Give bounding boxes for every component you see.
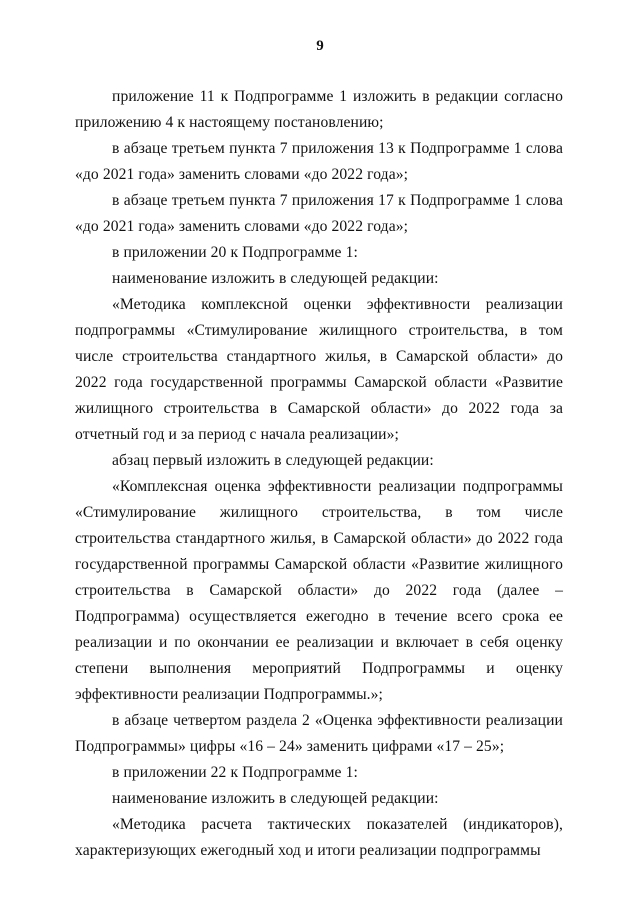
paragraph-name-edit-1: наименование изложить в следующей редакции: bbox=[112, 270, 439, 287]
paragraph-appendix-20-intro: в приложении 20 к Подпрограмме 1: bbox=[112, 244, 358, 261]
page-number: 9 bbox=[316, 38, 324, 54]
paragraph-appendix-13: в абзаце третьем пункта 7 приложения 13 к Подпрограмме 1 слова «до 2021 года» заменить словами «до 2022 года»; bbox=[75, 140, 563, 183]
paragraph-appendix-17: в абзаце третьем пункта 7 приложения 17 к Подпрограмме 1 слова «до 2021 года» заменить словами «до 2022 года»; bbox=[75, 192, 563, 235]
paragraph-appendix-11: приложение 11 к Подпрограмме 1 изложить в редакции согласно приложению 4 к настоящему постановлению; bbox=[75, 88, 563, 131]
paragraph-methodology-title-2: «Методика расчета тактических показателей (индикаторов), характеризующих ежегодный ход и итоги реализации подпрограммы bbox=[75, 816, 563, 859]
paragraph-first-abzac-edit: абзац первый изложить в следующей редакции: bbox=[112, 452, 434, 469]
document-body bbox=[75, 84, 563, 864]
paragraph-complex-assessment: «Комплексная оценка эффективности реализации подпрограммы «Стимулирование жилищного строительства, в том числе строительства стандартного жилья, в Самарской области» до 2022 года государственной программы Самарской области «Развитие жилищного строительства в Самарской области» до 2022 года (далее – Подпрограмма) осуществляется ежегодно в течение всего срока ее реализации и по окончании ее реализации и включает в себя оценку степени выполнения мероприятий Подпрограммы и оценку эффективности реализации Подпрограммы.»; bbox=[75, 478, 563, 703]
paragraph-name-edit-2: наименование изложить в следующей редакции: bbox=[112, 790, 439, 807]
paragraph-section-2-edit: в абзаце четвертом раздела 2 «Оценка эффективности реализации Подпрограммы» цифры «16 – 24» заменить цифрами «17 – 25»; bbox=[75, 712, 563, 755]
paragraph-appendix-22-intro: в приложении 22 к Подпрограмме 1: bbox=[112, 764, 358, 781]
paragraph-methodology-title-1: «Методика комплексной оценки эффективности реализации подпрограммы «Стимулирование жилищного строительства, в том числе строительства стандартного жилья, в Самарской области» до 2022 года государственной программы Самарской области «Развитие жилищного строительства в Самарской области» до 2022 года за отчетный год и за период с начала реализации»; bbox=[75, 296, 563, 443]
